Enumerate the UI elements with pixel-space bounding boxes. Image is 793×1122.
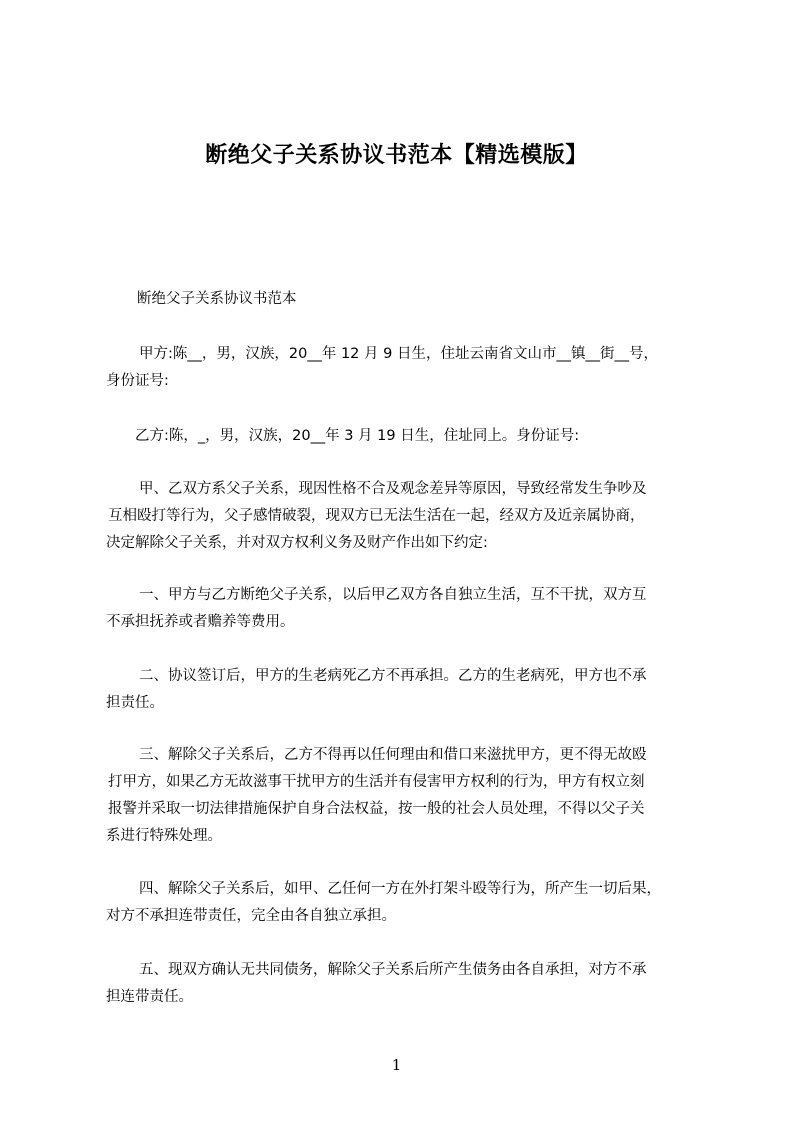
- document-subtitle: 断绝父子关系协议书范本: [137, 291, 297, 307]
- clause-4-line-1: 四、解除父子关系后，如甲、乙任何一方在外打架斗殴等行为，所产生一切后果，: [139, 881, 661, 897]
- party-a-line-2: 身份证号:: [106, 373, 169, 389]
- clause-1-line-1: 一、甲方与乙方断绝父子关系，以后甲乙双方各自独立生活，互不干扰，双方互: [139, 587, 647, 603]
- party-a-line-1: 甲方:陈__，男，汉族，20__年 12 月 9 日生，住址云南省文山市__镇__街__号，: [139, 346, 658, 362]
- party-b-line: 乙方:陈，_，男，汉族，20__年 3 月 19 日生，住址同上。身份证号:: [135, 428, 580, 444]
- clause-2-line-1: 二、协议签订后，甲方的生老病死乙方不再承担。乙方的生老病死，甲方也不承: [139, 668, 647, 684]
- clause-3-line-1: 三、解除父子关系后，乙方不得再以任何理由和借口来滋扰甲方，更不得无故殴: [139, 747, 647, 763]
- clause-3-line-4: 系进行特殊处理。: [106, 828, 222, 844]
- page-number: 1: [391, 1056, 402, 1074]
- clause-3-line-3: 报警并采取一切法律措施保护自身合法权益，按一般的社会人员处理，不得以父子关: [108, 801, 645, 817]
- clause-5-line-2: 担连带责任。: [106, 989, 193, 1005]
- clause-5-line-1: 五、现双方确认无共同债务，解除父子关系后所产生债务由各自承担，对方不承: [139, 962, 647, 978]
- intro-line-1: 甲、乙双方系父子关系，现因性格不合及观念差异等原因，导致经常发生争吵及: [139, 481, 647, 497]
- intro-line-2: 互相殴打等行为，父子感情破裂，现双方已无法生活在一起，经双方及近亲属协商，: [108, 508, 645, 524]
- clause-4-line-2: 对方不承担连带责任，完全由各自独立承担。: [106, 908, 396, 924]
- intro-line-3: 决定解除父子关系，并对双方权利义务及财产作出如下约定:: [106, 535, 488, 551]
- page-title: 断绝父子关系协议书范本【精选模版】: [205, 143, 588, 168]
- clause-3-line-2: 打甲方，如果乙方无故滋事干扰甲方的生活并有侵害甲方权利的行为，甲方有权立刻: [108, 774, 645, 790]
- clause-1-line-2: 不承担抚养或者赡养等费用。: [106, 614, 295, 630]
- clause-2-line-2: 担责任。: [106, 695, 164, 711]
